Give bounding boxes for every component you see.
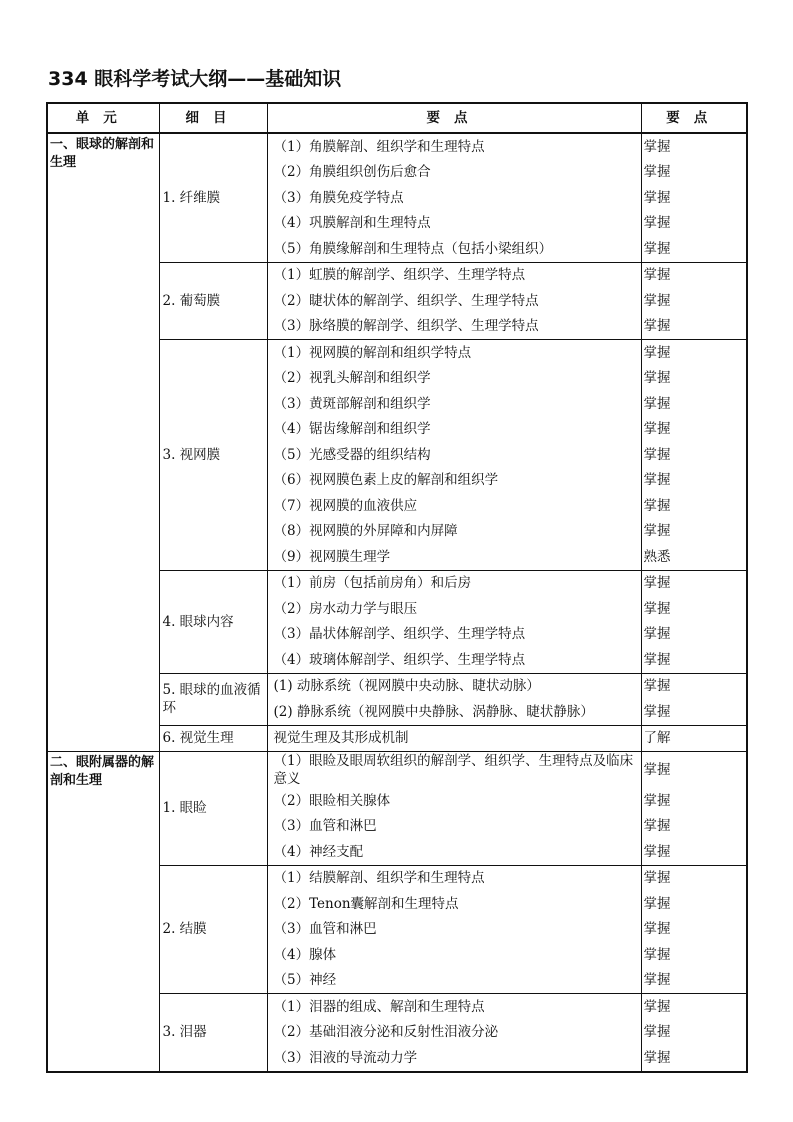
- level-cell: 掌握: [641, 1045, 747, 1072]
- point-cell: （1）结膜解剖、组织学和生理特点: [267, 865, 641, 891]
- point-cell: （1）前房（包括前房角）和后房: [267, 570, 641, 596]
- level-cell: 掌握: [641, 673, 747, 699]
- level-cell: 掌握: [641, 814, 747, 840]
- point-cell: （4）腺体: [267, 942, 641, 968]
- level-cell: 掌握: [641, 417, 747, 443]
- table-row: [47, 133, 747, 160]
- level-cell: 掌握: [641, 917, 747, 943]
- detail-cell: 2. 结膜: [159, 865, 267, 994]
- level-cell: 掌握: [641, 865, 747, 891]
- level-cell: 掌握: [641, 133, 747, 160]
- detail-cell: 3. 视网膜: [159, 340, 267, 571]
- point-cell: （4）神经支配: [267, 839, 641, 865]
- level-cell: 掌握: [641, 468, 747, 494]
- point-cell: （3）晶状体解剖学、组织学、生理学特点: [267, 622, 641, 648]
- header-points: 要点: [267, 103, 641, 133]
- point-cell: （2）视乳头解剖和组织学: [267, 366, 641, 392]
- level-cell: 了解: [641, 725, 747, 752]
- level-cell: 掌握: [641, 699, 747, 725]
- point-cell: （2）Tenon囊解剖和生理特点: [267, 891, 641, 917]
- point-cell: （9）视网膜生理学: [267, 544, 641, 570]
- point-cell: （1）视网膜的解剖和组织学特点: [267, 340, 641, 366]
- level-cell: 掌握: [641, 340, 747, 366]
- level-cell: 掌握: [641, 752, 747, 789]
- header-unit: 单元: [47, 103, 159, 133]
- point-cell: （7）视网膜的血液供应: [267, 493, 641, 519]
- detail-cell: 5. 眼球的血液循环: [159, 673, 267, 725]
- point-cell: (1) 动脉系统（视网膜中央动脉、睫状动脉）: [267, 673, 641, 699]
- point-cell: （3）泪液的导流动力学: [267, 1045, 641, 1072]
- level-cell: 掌握: [641, 968, 747, 994]
- level-cell: 掌握: [641, 891, 747, 917]
- level-cell: 掌握: [641, 391, 747, 417]
- point-cell: (2) 静脉系统（视网膜中央静脉、涡静脉、睫状静脉）: [267, 699, 641, 725]
- point-cell: （5）光感受器的组织结构: [267, 442, 641, 468]
- detail-cell: 3. 泪器: [159, 994, 267, 1072]
- detail-cell: 1. 纤维膜: [159, 133, 267, 262]
- point-cell: 视觉生理及其形成机制: [267, 725, 641, 752]
- level-cell: 掌握: [641, 596, 747, 622]
- level-cell: 掌握: [641, 288, 747, 314]
- header-detail: 细目: [159, 103, 267, 133]
- point-cell: （6）视网膜色素上皮的解剖和组织学: [267, 468, 641, 494]
- level-cell: 掌握: [641, 647, 747, 673]
- level-cell: 掌握: [641, 211, 747, 237]
- detail-cell: 1. 眼睑: [159, 752, 267, 866]
- level-cell: 掌握: [641, 493, 747, 519]
- level-cell: 掌握: [641, 570, 747, 596]
- level-cell: 掌握: [641, 942, 747, 968]
- point-cell: （3）血管和淋巴: [267, 917, 641, 943]
- unit-cell: 二、眼附属器的解剖和生理: [47, 752, 159, 1072]
- level-cell: 掌握: [641, 519, 747, 545]
- point-cell: （1）虹膜的解剖学、组织学、生理学特点: [267, 262, 641, 288]
- level-cell: 掌握: [641, 788, 747, 814]
- level-cell: 掌握: [641, 314, 747, 340]
- point-cell: （4）玻璃体解剖学、组织学、生理学特点: [267, 647, 641, 673]
- level-cell: 掌握: [641, 622, 747, 648]
- page-title: 334 眼科学考试大纲——基础知识: [48, 68, 342, 90]
- level-cell: 掌握: [641, 839, 747, 865]
- point-cell: （1）角膜解剖、组织学和生理特点: [267, 133, 641, 160]
- point-cell: （8）视网膜的外屏障和内屏障: [267, 519, 641, 545]
- point-cell: （2）房水动力学与眼压: [267, 596, 641, 622]
- unit-cell: 一、眼球的解剖和生理: [47, 133, 159, 752]
- level-cell: 掌握: [641, 1020, 747, 1046]
- point-cell: （2）睫状体的解剖学、组织学、生理学特点: [267, 288, 641, 314]
- point-cell: （5）角膜缘解剖和生理特点（包括小梁组织）: [267, 236, 641, 262]
- level-cell: 掌握: [641, 160, 747, 186]
- point-cell: （2）眼睑相关腺体: [267, 788, 641, 814]
- point-cell: （3）血管和淋巴: [267, 814, 641, 840]
- level-cell: 掌握: [641, 236, 747, 262]
- detail-cell: 2. 葡萄膜: [159, 262, 267, 340]
- level-cell: 掌握: [641, 262, 747, 288]
- detail-cell: 6. 视觉生理: [159, 725, 267, 752]
- point-cell: （2）基础泪液分泌和反射性泪液分泌: [267, 1020, 641, 1046]
- point-cell: （3）角膜免疫学特点: [267, 185, 641, 211]
- point-cell: （4）锯齿缘解剖和组织学: [267, 417, 641, 443]
- point-cell: （3）脉络膜的解剖学、组织学、生理学特点: [267, 314, 641, 340]
- table-row: [47, 752, 747, 789]
- point-cell: （5）神经: [267, 968, 641, 994]
- point-cell: （4）巩膜解剖和生理特点: [267, 211, 641, 237]
- level-cell: 掌握: [641, 185, 747, 211]
- level-cell: 熟悉: [641, 544, 747, 570]
- syllabus-table: [46, 102, 748, 1073]
- level-cell: 掌握: [641, 366, 747, 392]
- point-cell: （2）角膜组织创伤后愈合: [267, 160, 641, 186]
- detail-cell: 4. 眼球内容: [159, 570, 267, 673]
- point-cell: （3）黄斑部解剖和组织学: [267, 391, 641, 417]
- level-cell: 掌握: [641, 442, 747, 468]
- point-cell: （1）眼睑及眼周软组织的解剖学、组织学、生理特点及临床意义: [267, 752, 641, 789]
- header-level: 要点: [641, 103, 747, 133]
- point-cell: （1）泪器的组成、解剖和生理特点: [267, 994, 641, 1020]
- header-row: [47, 103, 747, 133]
- level-cell: 掌握: [641, 994, 747, 1020]
